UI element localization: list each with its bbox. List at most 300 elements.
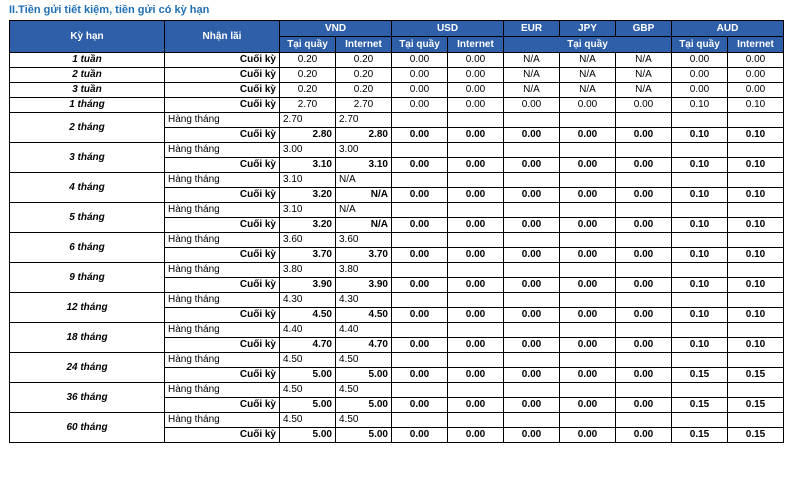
- term-cell: 36 tháng: [10, 383, 165, 413]
- rate-cell: 0.00: [616, 368, 672, 383]
- rate-cell: 0.10: [672, 128, 728, 143]
- term-cell: 2 tuần: [10, 68, 165, 83]
- rate-cell: 0.10: [672, 278, 728, 293]
- rate-cell: 2.80: [280, 128, 336, 143]
- rate-cell: 0.10: [728, 128, 784, 143]
- rate-cell: 0.00: [448, 83, 504, 98]
- table-row: [10, 98, 784, 113]
- rate-cell: 0.00: [504, 428, 560, 443]
- rate-cell: 0.00: [616, 218, 672, 233]
- empty-cell: [504, 263, 560, 278]
- term-cell: 3 tuần: [10, 83, 165, 98]
- empty-cell: [728, 293, 784, 308]
- rate-cell: 0.00: [560, 428, 616, 443]
- rate-cell: 3.20: [280, 188, 336, 203]
- header-eur-jpy-gbp-tai-quay: Tại quầy: [504, 37, 672, 53]
- rate-cell: 2.70: [280, 113, 336, 128]
- interest-mode-cell: Cuối kỳ: [165, 218, 280, 233]
- interest-mode-cell: Hàng tháng: [165, 233, 280, 248]
- empty-cell: [616, 203, 672, 218]
- empty-cell: [560, 203, 616, 218]
- rate-cell: 0.10: [728, 248, 784, 263]
- header-aud: AUD: [672, 21, 784, 37]
- term-cell: 1 tuần: [10, 53, 165, 68]
- rate-cell: 0.00: [616, 158, 672, 173]
- rate-cell: 0.00: [392, 128, 448, 143]
- interest-mode-cell: Hàng tháng: [165, 173, 280, 188]
- rate-cell: 0.00: [728, 68, 784, 83]
- rate-cell: 0.00: [672, 83, 728, 98]
- header-usd-internet: Internet: [448, 37, 504, 53]
- rate-cell: N/A: [504, 68, 560, 83]
- rate-cell: 4.50: [280, 353, 336, 368]
- rate-cell: 4.30: [280, 293, 336, 308]
- rate-cell: 0.00: [616, 278, 672, 293]
- rate-cell: 3.00: [280, 143, 336, 158]
- interest-mode-cell: Cuối kỳ: [165, 428, 280, 443]
- empty-cell: [560, 263, 616, 278]
- rate-cell: 2.80: [336, 128, 392, 143]
- empty-cell: [392, 383, 448, 398]
- empty-cell: [448, 233, 504, 248]
- rate-cell: 0.00: [504, 368, 560, 383]
- rate-cell: 0.00: [392, 308, 448, 323]
- empty-cell: [504, 293, 560, 308]
- rate-cell: 0.10: [672, 188, 728, 203]
- rate-cell: 0.00: [448, 428, 504, 443]
- interest-mode-cell: Hàng tháng: [165, 143, 280, 158]
- rate-cell: 0.00: [504, 98, 560, 113]
- empty-cell: [448, 293, 504, 308]
- rate-cell: 0.00: [560, 218, 616, 233]
- rate-cell: 0.00: [616, 338, 672, 353]
- interest-mode-cell: Hàng tháng: [165, 323, 280, 338]
- empty-cell: [504, 203, 560, 218]
- rate-cell: 0.00: [392, 218, 448, 233]
- rate-cell: 0.00: [392, 53, 448, 68]
- interest-mode-cell: Hàng tháng: [165, 383, 280, 398]
- rate-cell: 4.70: [336, 338, 392, 353]
- rate-cell: 0.00: [392, 188, 448, 203]
- interest-mode-cell: Cuối kỳ: [165, 68, 280, 83]
- table-row: [10, 323, 784, 338]
- header-usd: USD: [392, 21, 504, 37]
- rate-cell: 0.00: [504, 338, 560, 353]
- empty-cell: [392, 353, 448, 368]
- header-eur: EUR: [504, 21, 560, 37]
- empty-cell: [672, 323, 728, 338]
- rate-cell: 2.70: [336, 98, 392, 113]
- table-row: [10, 68, 784, 83]
- empty-cell: [616, 263, 672, 278]
- rate-cell: 3.20: [280, 218, 336, 233]
- rate-cell: 0.00: [448, 398, 504, 413]
- rate-cell: N/A: [616, 83, 672, 98]
- rate-cell: 0.10: [728, 98, 784, 113]
- empty-cell: [392, 323, 448, 338]
- term-cell: 3 tháng: [10, 143, 165, 173]
- empty-cell: [616, 233, 672, 248]
- empty-cell: [392, 293, 448, 308]
- empty-cell: [728, 323, 784, 338]
- rate-cell: 0.00: [504, 248, 560, 263]
- rate-cell: 0.00: [448, 128, 504, 143]
- empty-cell: [672, 413, 728, 428]
- rate-cell: 0.00: [448, 368, 504, 383]
- rate-cell: 0.00: [392, 98, 448, 113]
- rate-cell: 0.00: [392, 68, 448, 83]
- rate-cell: 0.00: [560, 368, 616, 383]
- table-row: [10, 173, 784, 188]
- table-row: [10, 353, 784, 368]
- empty-cell: [728, 233, 784, 248]
- rate-cell: 0.00: [504, 278, 560, 293]
- empty-cell: [448, 353, 504, 368]
- term-cell: 12 tháng: [10, 293, 165, 323]
- interest-mode-cell: Cuối kỳ: [165, 398, 280, 413]
- rate-cell: 0.10: [672, 338, 728, 353]
- empty-cell: [728, 203, 784, 218]
- empty-cell: [448, 113, 504, 128]
- empty-cell: [616, 113, 672, 128]
- empty-cell: [728, 383, 784, 398]
- empty-cell: [448, 413, 504, 428]
- empty-cell: [448, 323, 504, 338]
- rate-cell: 0.00: [392, 428, 448, 443]
- rate-cell: 3.00: [336, 143, 392, 158]
- rate-cell: 4.40: [336, 323, 392, 338]
- rate-cell: 5.00: [280, 398, 336, 413]
- term-cell: 60 tháng: [10, 413, 165, 443]
- rate-table: [9, 20, 784, 443]
- term-cell: 6 tháng: [10, 233, 165, 263]
- rate-cell: 0.00: [560, 188, 616, 203]
- rate-cell: 4.50: [280, 308, 336, 323]
- rate-cell: 4.30: [336, 293, 392, 308]
- rate-cell: 0.00: [616, 188, 672, 203]
- header-vnd-tai-quay: Tại quầy: [280, 37, 336, 53]
- interest-mode-cell: Cuối kỳ: [165, 338, 280, 353]
- rate-cell: 3.60: [336, 233, 392, 248]
- rate-cell: 0.10: [728, 308, 784, 323]
- rate-cell: 3.10: [280, 203, 336, 218]
- term-cell: 5 tháng: [10, 203, 165, 233]
- term-cell: 9 tháng: [10, 263, 165, 293]
- rate-cell: 0.10: [728, 278, 784, 293]
- empty-cell: [560, 113, 616, 128]
- section-title: II.Tiền gửi tiết kiệm, tiền gửi có kỳ hạn: [9, 4, 210, 16]
- empty-cell: [728, 113, 784, 128]
- empty-cell: [392, 263, 448, 278]
- empty-cell: [392, 113, 448, 128]
- header-aud-tai-quay: Tại quầy: [672, 37, 728, 53]
- rate-cell: 0.10: [728, 338, 784, 353]
- rate-cell: 2.70: [280, 98, 336, 113]
- rate-cell: 0.00: [560, 158, 616, 173]
- empty-cell: [616, 353, 672, 368]
- empty-cell: [392, 413, 448, 428]
- interest-mode-cell: Cuối kỳ: [165, 308, 280, 323]
- rate-cell: N/A: [504, 53, 560, 68]
- rate-cell: 0.00: [392, 278, 448, 293]
- header-jpy: JPY: [560, 21, 616, 37]
- table-row: [10, 53, 784, 68]
- empty-cell: [504, 413, 560, 428]
- rate-cell: 0.00: [560, 308, 616, 323]
- table-header: [10, 21, 784, 53]
- rate-cell: 0.10: [672, 218, 728, 233]
- interest-mode-cell: Cuối kỳ: [165, 368, 280, 383]
- rate-cell: 0.15: [728, 368, 784, 383]
- interest-mode-cell: Cuối kỳ: [165, 248, 280, 263]
- empty-cell: [728, 353, 784, 368]
- empty-cell: [672, 383, 728, 398]
- rate-cell: 0.00: [448, 68, 504, 83]
- rate-cell: 0.00: [392, 368, 448, 383]
- rate-cell: 0.00: [392, 83, 448, 98]
- empty-cell: [672, 203, 728, 218]
- empty-cell: [560, 323, 616, 338]
- rate-cell: 0.10: [728, 158, 784, 173]
- interest-mode-cell: Cuối kỳ: [165, 83, 280, 98]
- rate-cell: 0.15: [672, 368, 728, 383]
- rate-cell: 0.00: [616, 128, 672, 143]
- table-row: [10, 293, 784, 308]
- rate-cell: 0.00: [504, 218, 560, 233]
- rate-cell: 3.90: [336, 278, 392, 293]
- empty-cell: [448, 383, 504, 398]
- interest-mode-cell: Hàng tháng: [165, 203, 280, 218]
- empty-cell: [560, 173, 616, 188]
- rate-cell: 5.00: [336, 428, 392, 443]
- rate-cell: N/A: [616, 53, 672, 68]
- rate-cell: 4.50: [336, 308, 392, 323]
- empty-cell: [504, 143, 560, 158]
- rate-cell: 0.00: [728, 83, 784, 98]
- rate-cell: 4.50: [336, 413, 392, 428]
- rate-cell: 0.20: [280, 53, 336, 68]
- interest-mode-cell: Cuối kỳ: [165, 158, 280, 173]
- interest-mode-cell: Hàng tháng: [165, 263, 280, 278]
- empty-cell: [448, 263, 504, 278]
- empty-cell: [616, 143, 672, 158]
- rate-cell: 0.00: [392, 338, 448, 353]
- empty-cell: [504, 113, 560, 128]
- rate-cell: N/A: [560, 68, 616, 83]
- empty-cell: [560, 143, 616, 158]
- rate-cell: 0.00: [392, 158, 448, 173]
- empty-cell: [672, 263, 728, 278]
- rate-cell: 0.20: [336, 83, 392, 98]
- rate-cell: 0.15: [672, 398, 728, 413]
- rate-cell: 0.00: [392, 398, 448, 413]
- empty-cell: [616, 413, 672, 428]
- rate-cell: N/A: [560, 53, 616, 68]
- rate-cell: 3.80: [336, 263, 392, 278]
- rate-cell: 0.00: [672, 53, 728, 68]
- rate-cell: N/A: [336, 203, 392, 218]
- rate-cell: 0.00: [504, 128, 560, 143]
- header-usd-tai-quay: Tại quầy: [392, 37, 448, 53]
- empty-cell: [672, 173, 728, 188]
- rate-cell: 0.00: [560, 98, 616, 113]
- empty-cell: [728, 143, 784, 158]
- empty-cell: [616, 383, 672, 398]
- interest-mode-cell: Cuối kỳ: [165, 128, 280, 143]
- interest-mode-cell: Cuối kỳ: [165, 98, 280, 113]
- rate-cell: 0.20: [336, 68, 392, 83]
- table-row: [10, 143, 784, 158]
- table-row: [10, 413, 784, 428]
- empty-cell: [672, 113, 728, 128]
- empty-cell: [560, 383, 616, 398]
- rate-cell: 4.50: [280, 383, 336, 398]
- rate-cell: 0.00: [616, 98, 672, 113]
- rate-cell: N/A: [336, 173, 392, 188]
- rate-cell: 3.70: [280, 248, 336, 263]
- empty-cell: [504, 323, 560, 338]
- rate-cell: 0.00: [448, 248, 504, 263]
- empty-cell: [392, 203, 448, 218]
- rate-cell: 3.10: [280, 173, 336, 188]
- empty-cell: [672, 293, 728, 308]
- table-row: [10, 203, 784, 218]
- rate-cell: 0.00: [448, 338, 504, 353]
- rate-cell: 4.50: [336, 383, 392, 398]
- empty-cell: [616, 323, 672, 338]
- rate-cell: 0.00: [504, 308, 560, 323]
- rate-cell: N/A: [504, 83, 560, 98]
- rate-cell: 0.10: [728, 218, 784, 233]
- rate-cell: 5.00: [280, 368, 336, 383]
- rate-cell: N/A: [560, 83, 616, 98]
- rate-cell: 3.90: [280, 278, 336, 293]
- rate-cell: 0.15: [672, 428, 728, 443]
- interest-mode-cell: Cuối kỳ: [165, 278, 280, 293]
- rate-cell: 4.50: [280, 413, 336, 428]
- rate-cell: 0.00: [504, 158, 560, 173]
- empty-cell: [728, 263, 784, 278]
- rate-cell: N/A: [336, 218, 392, 233]
- rate-cell: 0.10: [672, 248, 728, 263]
- rate-cell: 0.00: [728, 53, 784, 68]
- rate-cell: 0.00: [392, 248, 448, 263]
- interest-mode-cell: Hàng tháng: [165, 293, 280, 308]
- rate-cell: 0.00: [448, 308, 504, 323]
- header-ky-han: Kỳ hạn: [10, 21, 165, 53]
- rate-cell: 5.00: [336, 368, 392, 383]
- rate-cell: 3.60: [280, 233, 336, 248]
- empty-cell: [560, 293, 616, 308]
- header-vnd-internet: Internet: [336, 37, 392, 53]
- empty-cell: [448, 173, 504, 188]
- header-nhan-lai: Nhận lãi: [165, 21, 280, 53]
- empty-cell: [616, 293, 672, 308]
- term-cell: 2 tháng: [10, 113, 165, 143]
- empty-cell: [672, 233, 728, 248]
- rate-cell: 0.10: [672, 308, 728, 323]
- rate-cell: 0.00: [448, 218, 504, 233]
- rate-cell: 0.15: [728, 398, 784, 413]
- empty-cell: [392, 143, 448, 158]
- rate-cell: 0.10: [672, 158, 728, 173]
- rate-cell: 0.10: [672, 98, 728, 113]
- rate-cell: N/A: [616, 68, 672, 83]
- empty-cell: [728, 173, 784, 188]
- term-cell: 18 tháng: [10, 323, 165, 353]
- empty-cell: [448, 143, 504, 158]
- rate-cell: 0.00: [448, 188, 504, 203]
- rate-cell: 0.00: [504, 188, 560, 203]
- rate-cell: 0.00: [448, 98, 504, 113]
- rate-cell: N/A: [336, 188, 392, 203]
- rate-cell: 0.00: [448, 53, 504, 68]
- rate-cell: 0.00: [672, 68, 728, 83]
- rate-cell: 0.00: [616, 308, 672, 323]
- rate-cell: 4.40: [280, 323, 336, 338]
- rate-cell: 0.20: [280, 83, 336, 98]
- rate-cell: 0.00: [560, 248, 616, 263]
- header-gbp: GBP: [616, 21, 672, 37]
- interest-mode-cell: Cuối kỳ: [165, 188, 280, 203]
- rate-cell: 0.00: [560, 338, 616, 353]
- rate-cell: 0.00: [448, 278, 504, 293]
- rate-cell: 0.10: [728, 188, 784, 203]
- interest-mode-cell: Hàng tháng: [165, 413, 280, 428]
- empty-cell: [392, 233, 448, 248]
- table-body: [10, 53, 784, 443]
- rate-cell: 4.70: [280, 338, 336, 353]
- rate-cell: 0.00: [448, 158, 504, 173]
- rate-cell: 3.70: [336, 248, 392, 263]
- term-cell: 4 tháng: [10, 173, 165, 203]
- rate-cell: 3.10: [280, 158, 336, 173]
- interest-mode-cell: Hàng tháng: [165, 113, 280, 128]
- rate-cell: 0.00: [560, 278, 616, 293]
- rate-cell: 0.15: [728, 428, 784, 443]
- table-row: [10, 83, 784, 98]
- empty-cell: [504, 233, 560, 248]
- empty-cell: [672, 353, 728, 368]
- empty-cell: [448, 203, 504, 218]
- empty-cell: [560, 233, 616, 248]
- header-vnd: VND: [280, 21, 392, 37]
- empty-cell: [504, 353, 560, 368]
- table-row: [10, 263, 784, 278]
- empty-cell: [672, 143, 728, 158]
- empty-cell: [392, 173, 448, 188]
- rate-cell: 0.20: [280, 68, 336, 83]
- rate-cell: 0.00: [616, 248, 672, 263]
- table-row: [10, 233, 784, 248]
- rate-cell: 3.80: [280, 263, 336, 278]
- empty-cell: [560, 353, 616, 368]
- rate-cell: 2.70: [336, 113, 392, 128]
- rate-cell: 5.00: [280, 428, 336, 443]
- rate-cell: 3.10: [336, 158, 392, 173]
- interest-mode-cell: Hàng tháng: [165, 353, 280, 368]
- rate-cell: 0.00: [616, 398, 672, 413]
- table-row: [10, 113, 784, 128]
- term-cell: 1 tháng: [10, 98, 165, 113]
- empty-cell: [728, 413, 784, 428]
- table-row: [10, 383, 784, 398]
- rate-cell: 4.50: [336, 353, 392, 368]
- empty-cell: [560, 413, 616, 428]
- interest-mode-cell: Cuối kỳ: [165, 53, 280, 68]
- empty-cell: [504, 383, 560, 398]
- rate-cell: 0.00: [560, 128, 616, 143]
